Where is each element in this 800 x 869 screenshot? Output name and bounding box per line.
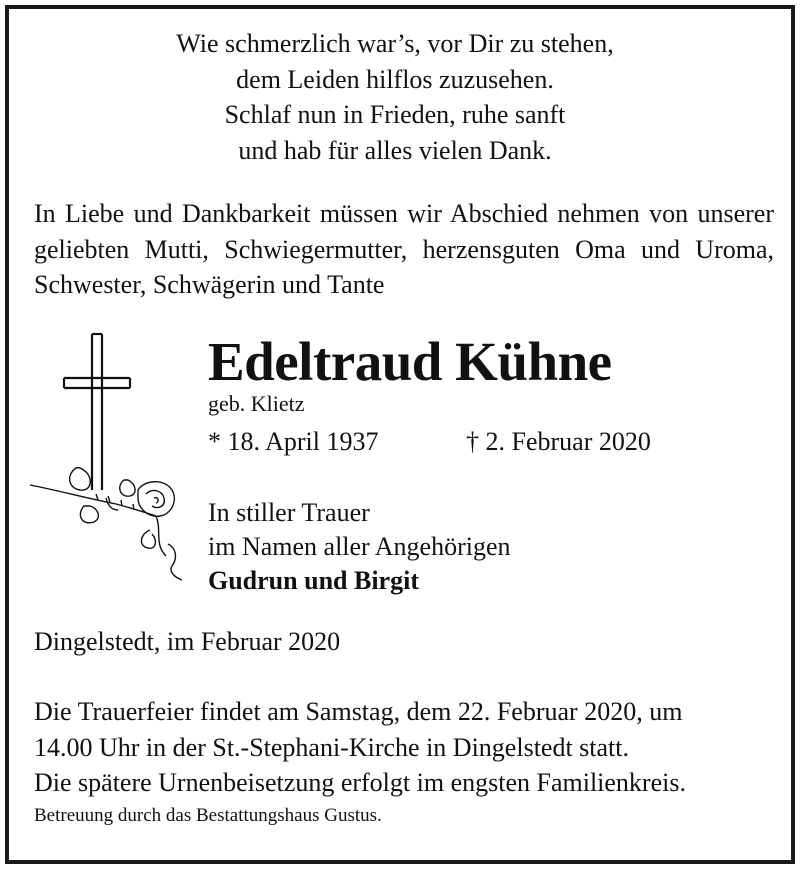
poem-line: und hab für alles vielen Dank.	[238, 135, 552, 165]
cross-with-rose-icon	[26, 330, 196, 590]
mourners-line: In stiller Trauer	[208, 498, 370, 527]
birth-name: geb. Klietz	[208, 391, 305, 416]
mourners-line: im Namen aller Angehörigen	[208, 532, 511, 561]
birth-date: * 18. April 1937	[208, 427, 379, 456]
poem-line: Wie schmerzlich war’s, vor Dir zu stehen,	[176, 29, 614, 58]
place-date: Dingelstedt, im Februar 2020	[34, 627, 341, 656]
poem	[0, 26, 790, 168]
poem-line: Schlaf nun in Frieden, ruhe sanft	[224, 100, 566, 129]
ceremony-line: Die Trauerfeier findet am Samstag, dem 22. Februar 2020, um	[34, 697, 683, 726]
ceremony-info	[34, 694, 774, 801]
ceremony-line: 14.00 Uhr in der St.-Stephani-Kirche in Dingelstedt statt.	[34, 732, 630, 762]
ceremony-line: Die spätere Urnenbeisetzung erfolgt im engsten Familienkreis.	[34, 768, 686, 797]
intro-text: In Liebe und Dankbarkeit müssen wir Abschied nehmen von unserer geliebten Mutti, Schwiegermutter, herzensguten Oma und Uroma, Schwester, Schwägerin und Tante	[34, 199, 774, 299]
life-dates	[208, 424, 651, 460]
mourners-block	[208, 496, 511, 598]
poem-line: dem Leiden hilflos zuzusehen.	[236, 64, 554, 94]
death-date: † 2. Februar 2020	[466, 427, 651, 456]
mourners-names: Gudrun und Birgit	[208, 566, 419, 595]
deceased-name: Edeltraud Kühne	[208, 331, 612, 392]
funeral-home-credit: Betreuung durch das Bestattungshaus Gustus.	[34, 805, 382, 826]
